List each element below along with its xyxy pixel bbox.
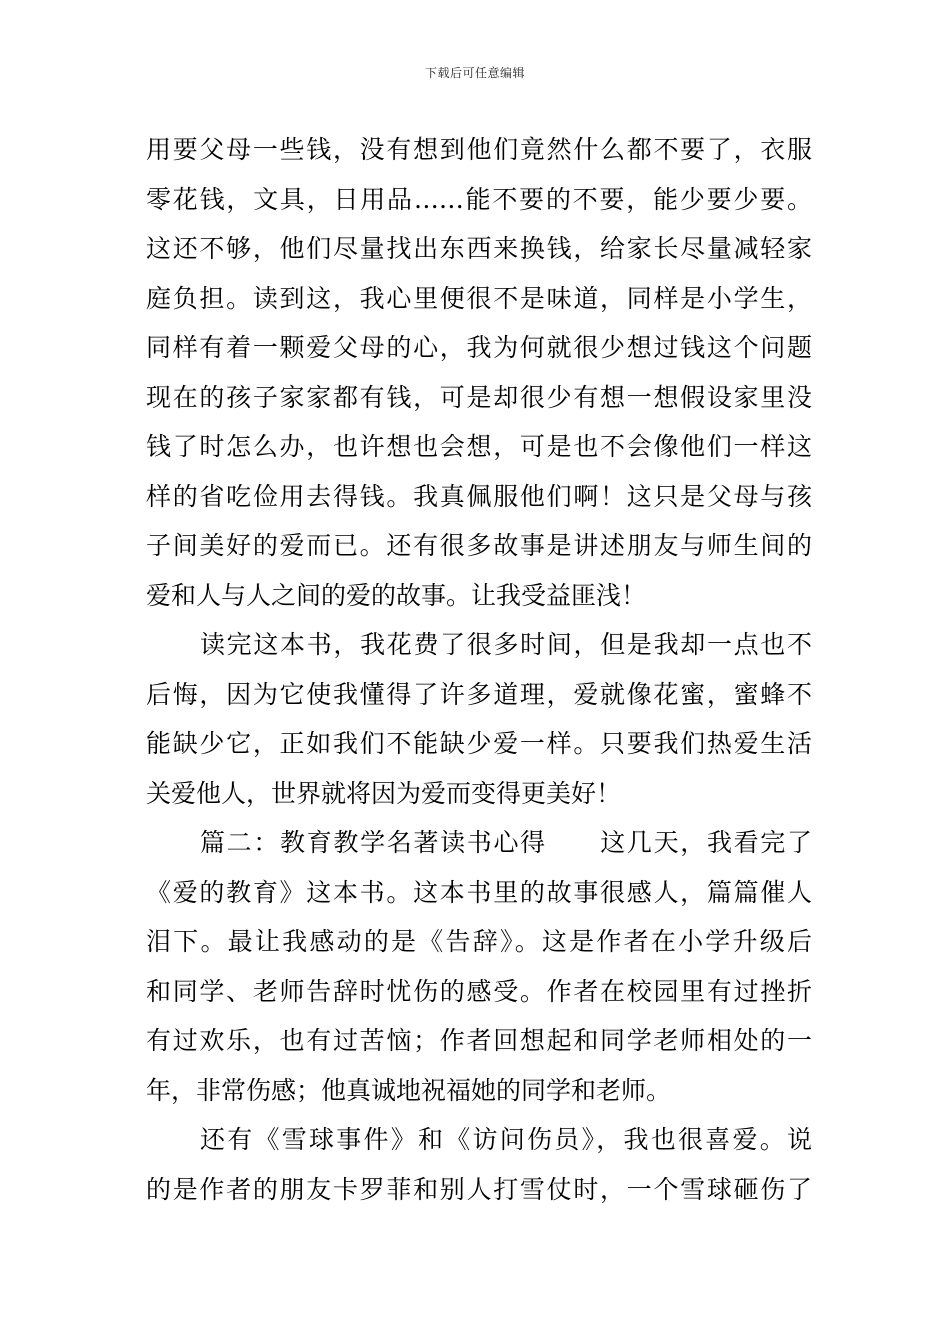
text-line: 现在的孩子家家都有钱，可是却很少有想一想假设家里没 — [146, 382, 812, 412]
text-line: 钱了时怎么办，也许想也会想，可是也不会像他们一样这 — [146, 432, 812, 461]
text-line: 《爱的教育》这本书。这本书里的故事很感人，篇篇催人 — [146, 877, 812, 907]
text-line: 爱和人与人之间的爱的故事。让我受益匪浅！ — [146, 580, 647, 610]
text-line: 有过欢乐，也有过苦恼；作者回想起和同学老师相处的一 — [146, 1026, 812, 1055]
text-line: 能缺少它，正如我们不能缺少爱一样。只要我们热爱生活 — [146, 729, 812, 758]
document-body — [146, 125, 812, 1214]
text-line: 泪下。最让我感动的是《告辞》。这是作者在小学升级后 — [146, 927, 812, 956]
text-line: 后悔，因为它使我懂得了许多道理，爱就像花蜜，蜜蜂不 — [146, 679, 812, 709]
text-line: 这还不够，他们尽量找出东西来换钱，给家长尽量减轻家 — [146, 234, 812, 263]
text-line: 同样有着一颗爱父母的心，我为何就很少想过钱这个问题 — [146, 333, 812, 362]
page-header: 下载后可任意编辑 — [424, 66, 525, 80]
text-line: 关爱他人，世界就将因为爱而变得更美好！ — [146, 778, 622, 808]
text-line: 子间美好的爱而已。还有很多故事是讲述朋友与师生间的 — [146, 531, 812, 560]
text-line: 和同学、老师告辞时忧伤的感受。作者在校园里有过挫折 — [146, 976, 812, 1006]
text-line: 样的省吃俭用去得钱。我真佩服他们啊！这只是父母与孩 — [146, 481, 812, 511]
text-line: 庭负担。读到这，我心里便很不是味道，同样是小学生， — [146, 283, 812, 313]
text-line: 零花钱，文具，日用品……能不要的不要，能少要少要。 — [146, 184, 812, 214]
text-line: 用要父母一些钱，没有想到他们竟然什么都不要了，衣服 — [146, 135, 812, 164]
text-line: 年，非常伤感；他真诚地祝福她的同学和老师。 — [146, 1075, 672, 1105]
text-line: 的是作者的朋友卡罗菲和别人打雪仗时，一个雪球砸伤了 — [146, 1174, 812, 1204]
paragraph-start-line: 篇二：教育教学名著读书心得 这几天，我看完了 — [200, 828, 812, 857]
paragraph-start-line: 还有《雪球事件》和《访问伤员》，我也很喜爱。说 — [200, 1125, 812, 1154]
paragraph-start-line: 读完这本书，我花费了很多时间，但是我却一点也不 — [200, 630, 812, 659]
